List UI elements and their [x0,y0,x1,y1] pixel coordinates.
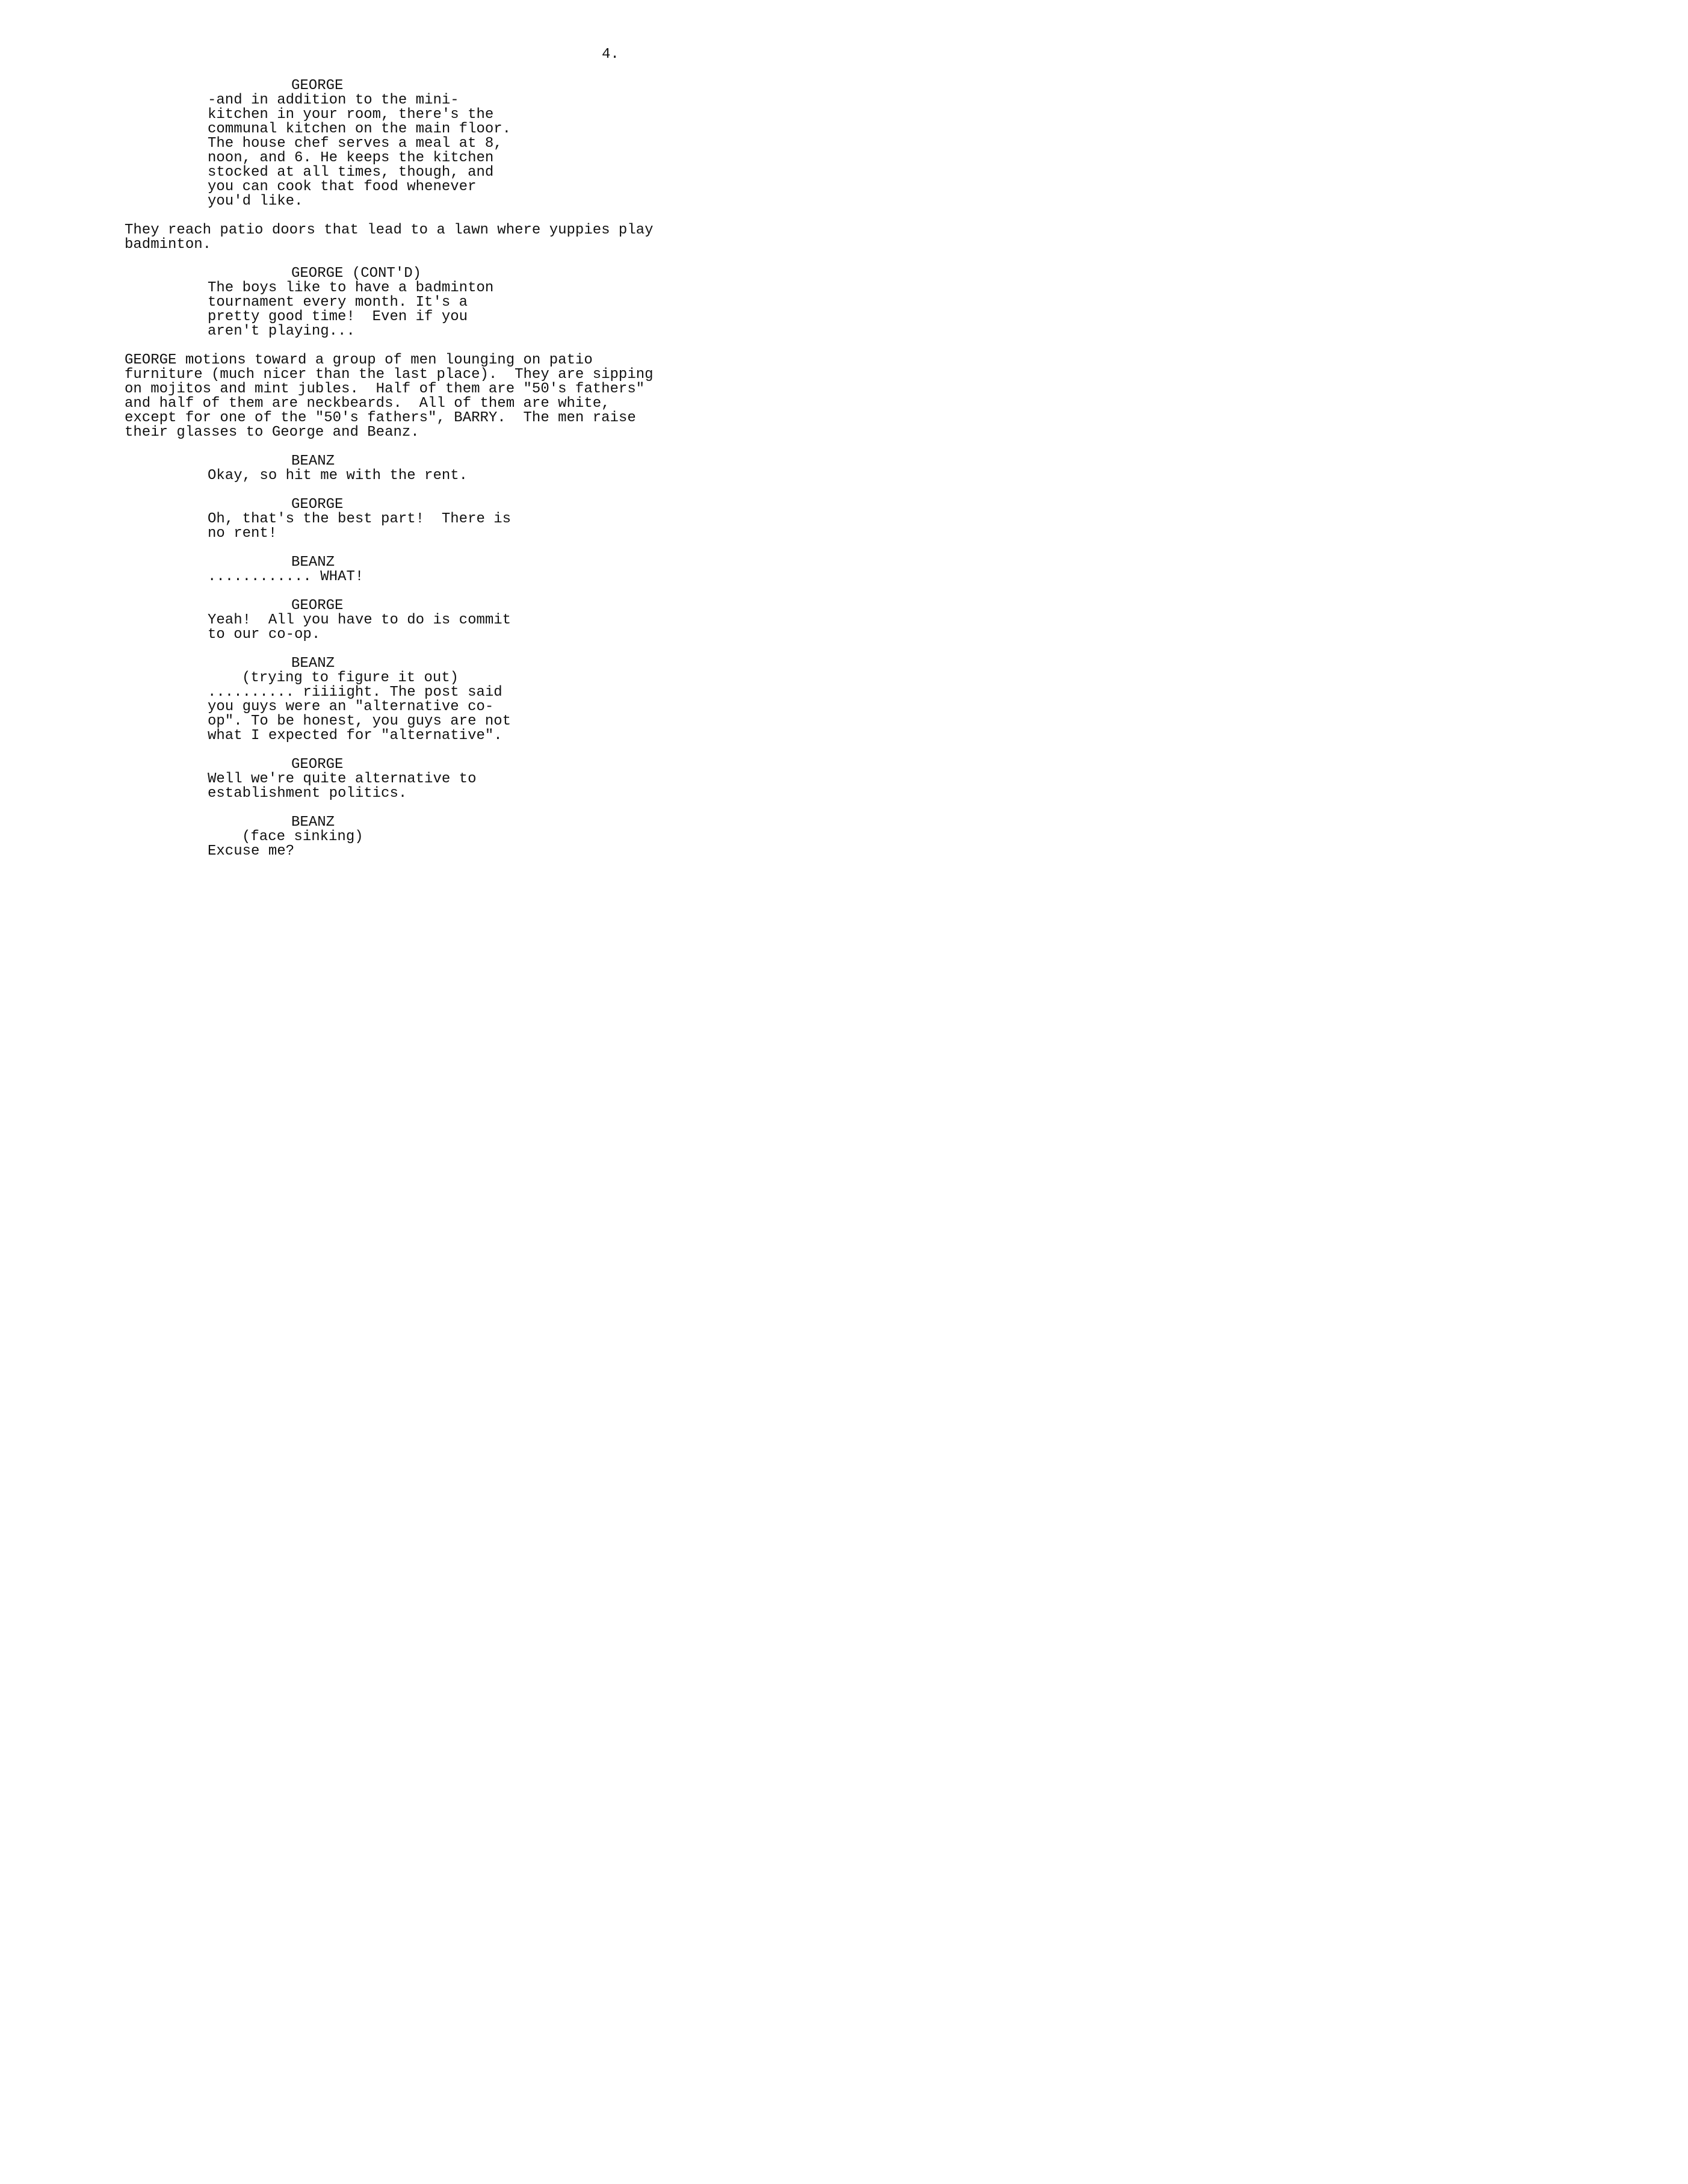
dialogue-line: no rent! [208,525,277,542]
dialogue-line: .......... riiiight. The post said [208,684,502,701]
dialogue-line: ............ WHAT! [208,569,364,585]
dialogue-block [208,469,468,483]
dialogue-line: The boys like to have a badminton [208,280,494,296]
dialogue-line: Oh, that's the best part! There is [208,511,512,527]
character-cue: GEORGE [291,497,344,513]
character-cue: GEORGE [291,598,344,614]
dialogue-line: Well we're quite alternative to [208,771,477,787]
character-cue: GEORGE [291,756,344,773]
page-number: 4. [602,46,619,63]
dialogue-block [208,281,493,339]
dialogue-line: kitchen in your room, there's the [208,107,494,123]
dialogue-line: aren't playing... [208,323,355,339]
action-line: on mojitos and mint jubles. Half of them are "50's fathers" [125,381,645,397]
dialogue-line: stocked at all times, though, and [208,164,494,181]
character-cue: BEANZ [291,453,335,469]
dialogue-line: tournament every month. It's a [208,294,468,311]
dialogue-line: The house chef serves a meal at 8, [208,135,502,152]
dialogue-line: you guys were an "alternative co- [208,699,494,715]
dialogue-block [208,685,511,743]
action-line: and half of them are neckbeards. All of them are white, [125,395,610,412]
dialogue-line: Okay, so hit me with the rent. [208,468,468,484]
dialogue-line: you'd like. [208,193,303,209]
action-block [125,223,654,252]
dialogue-line: what I expected for "alternative". [208,728,502,744]
dialogue-line: op". To be honest, you guys are not [208,713,512,729]
dialogue-line: Excuse me? [208,843,295,859]
dialogue-block [208,613,511,642]
dialogue-block [208,512,511,541]
action-line: furniture (much nicer than the last place). They are sipping [125,367,654,383]
dialogue-line: communal kitchen on the main floor. [208,121,512,137]
action-line: GEORGE motions toward a group of men lounging on patio [125,352,593,368]
action-line: except for one of the "50's fathers", BARRY. The men raise [125,410,636,426]
character-cue: GEORGE [291,78,344,94]
character-cue: BEANZ [291,655,335,672]
action-line: their glasses to George and Beanz. [125,424,419,441]
dialogue-line: you can cook that food whenever [208,179,477,195]
dialogue-line: establishment politics. [208,785,407,802]
action-line: badminton. [125,237,212,253]
dialogue-line: to our co-op. [208,626,321,643]
dialogue-line: pretty good time! Even if you [208,309,468,325]
dialogue-block [208,93,511,209]
dialogue-line: -and in addition to the mini- [208,92,459,108]
character-cue: BEANZ [291,814,335,831]
dialogue-line: noon, and 6. He keeps the kitchen [208,150,494,166]
dialogue-block [208,772,476,801]
parenthetical: (trying to figure it out) [242,670,459,686]
character-cue: GEORGE (CONT'D) [291,265,422,282]
dialogue-block [208,570,363,584]
dialogue-line: Yeah! All you have to do is commit [208,612,512,628]
action-line: They reach patio doors that lead to a lawn where yuppies play [125,222,654,238]
parenthetical: (face sinking) [242,829,363,845]
action-block [125,353,654,440]
character-cue: BEANZ [291,554,335,571]
dialogue-block [208,844,294,859]
